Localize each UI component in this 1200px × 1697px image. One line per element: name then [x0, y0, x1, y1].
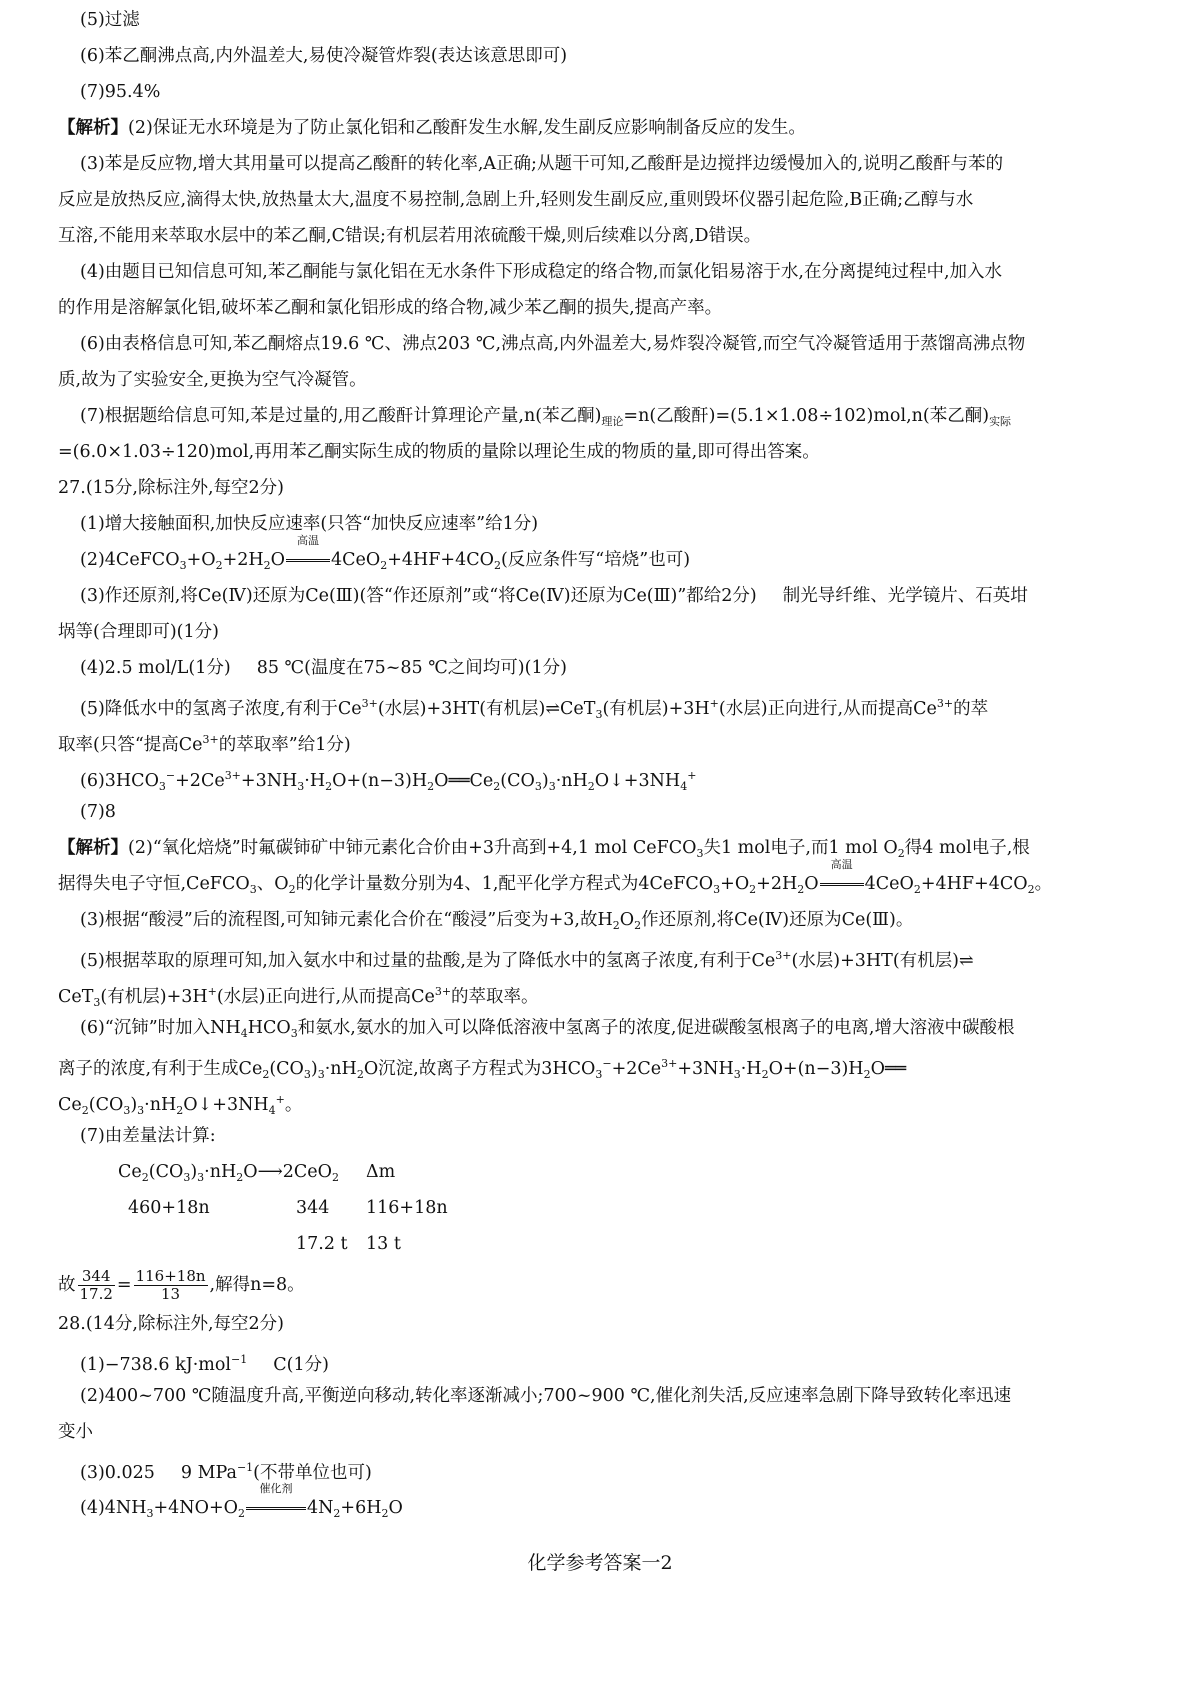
analysis-27-2-line2: 据得失电子守恒,CeFCO$_3$、$O_2$的化学计量数分别为4、1,配平化学方程式为$4CeFCO_3+O_2+2H_2O$ 高温 $4CeO_2+4HF+4CO_2$。	[58, 858, 1053, 896]
analysis-27-2-line1: 【解析】(2)“氧化焙烧”时氟碳铈矿中铈元素化合价由+3升高到+4,1 mol CeFCO$_3$失1 mol电子,而1 mol $O_2$得4 mol电子,根	[58, 838, 1030, 860]
analysis-26-2: 【解析】(2)保证无水环境是为了防止氯化铝和乙酸酐发生水解,发生副反应影响制备反应的发生。	[58, 118, 806, 138]
answer-27-3-line1: (3)作还原剂,将Ce(Ⅳ)还原为Ce(Ⅲ)(答“作还原剂”或“将Ce(Ⅳ)还原为Ce(Ⅲ)”都给2分) 制光导纤维、光学镜片、石英坩	[80, 586, 1028, 606]
question-28-heading: 28.(14分,除标注外,每空2分)	[58, 1314, 285, 1334]
analysis-27-7-heading: (7)由差量法计算:	[80, 1126, 216, 1146]
fraction-right: $\frac{116+18n}{13}$	[135, 1267, 206, 1303]
answer-27-7: (7)8	[80, 802, 116, 822]
fraction-left: $\frac{344}{17.2}$	[79, 1267, 113, 1303]
answer-28-4-equation: $(4)4NH_3+4NO+O_2$ 催化剂 $4N_2+6H_2O$	[80, 1482, 403, 1520]
analysis-26-7-line1: (7)根据题给信息可知,苯是过量的,用乙酸酐计算理论产量,n(苯乙酮)$_{理论}=n$(乙酸酐)=(5.1×1.08÷102)mol,n(苯乙酮)$_{实际}$	[80, 406, 1012, 428]
answer-27-3-line2: 埚等(合理即可)(1分)	[58, 622, 219, 642]
answer-27-6-equation: $(6)3HCO_3^-+2Ce^{3+}+3NH_3\cdot H_2O+(n-3)H_2O══Ce_2(CO_3)_3\cdot nH_2O↓+3NH_4^+$	[80, 769, 697, 793]
analysis-tag: 【解析】	[58, 118, 128, 138]
analysis-27-6-line3: $Ce_2(CO_3)_3\cdot nH_2O↓+3NH_4^+$。	[58, 1093, 303, 1117]
question-27-heading: 27.(15分,除标注外,每空2分)	[58, 478, 285, 498]
actual-mass-difference: 13 t	[366, 1234, 401, 1254]
answer-27-5-line2: 取率(只答“提高$Ce^{3+}$的萃取率”给1分)	[58, 733, 351, 755]
answer-28-2-line2: 变小	[58, 1422, 93, 1442]
answer-27-2-equation: $(2)4CeFCO_3+O_2+2H_2O$ 高温 $4CeO_2+4HF+4CO_2$(反应条件写“培烧”也可)	[80, 534, 691, 572]
analysis-26-3-line3: 互溶,不能用来萃取水层中的苯乙酮,C错误;有机层若用浓硫酸干燥,则后续难以分离,D错误。	[58, 226, 762, 246]
answer-6: (6)苯乙酮沸点高,内外温差大,易使冷凝管炸裂(表达该意思即可)	[80, 46, 568, 66]
analysis-26-4-line2: 的作用是溶解氯化铝,破坏苯乙酮和氯化铝形成的络合物,减少苯乙酮的损失,提高产率。	[58, 298, 723, 318]
analysis-26-3-line2: 反应是放热反应,滴得太快,放热量太大,温度不易控制,急剧上升,轻则发生副反应,重则毁坏仪器引起危险,B正确;乙醇与水	[58, 190, 974, 210]
answer-27-4: (4)2.5 mol/L(1分) 85 ℃(温度在75~85 ℃之间均可)(1分)	[80, 658, 567, 678]
analysis-27-6-line1: (6)“沉铈”时加入$NH_4HCO_3$和氨水,氨水的加入可以降低溶液中氢离子的浓度,促进碳酸氢根离子的电离,增大溶液中碳酸根	[80, 1018, 1015, 1040]
delta-m-header: Δm	[366, 1162, 396, 1182]
analysis-27-5-line1: (5)根据萃取的原理可知,加入氨水中和过量的盐酸,是为了降低水中的氢离子浓度,有利于$Ce^{3+}$(水层)+3HT(有机层)⇌	[80, 949, 974, 971]
molar-mass-difference: 116+18n	[366, 1198, 448, 1218]
difference-method-reaction: $Ce_2(CO_3)_3\cdot nH_2O⟶2CeO_2$	[118, 1162, 339, 1184]
analysis-27-5-line2: CeT$_3$(有机层)+3H+(水层)正向进行,从而提高$Ce^{3+}$的萃取率。	[58, 985, 539, 1009]
reaction-condition-arrow: 高温	[820, 872, 864, 896]
reaction-condition-arrow: 催化剂	[246, 1496, 306, 1520]
analysis-26-3-line1: (3)苯是反应物,增大其用量可以提高乙酸酐的转化率,A正确;从题干可知,乙酸酐是边搅拌边缓慢加入的,说明乙酸酐与苯的	[80, 154, 1004, 174]
answer-27-5-line1: (5)降低水中的氢离子浓度,有利于$Ce^{3+}$(水层)+3HT(有机层)⇌CeT$_3$(有机层)+3H+(水层)正向进行,从而提高$Ce^{3+}$的萃	[80, 697, 989, 721]
page-footer: 化学参考答案一2	[527, 1552, 673, 1574]
answer-5: (5)过滤	[80, 10, 140, 30]
molar-mass-product: 344	[296, 1198, 330, 1218]
analysis-26-6-line2: 质,故为了实验安全,更换为空气冷凝管。	[58, 370, 367, 390]
analysis-26-7-line2: =(6.0×1.03÷120)mol,再用苯乙酮实际生成的物质的量除以理论生成的物质的量,即可得出答案。	[58, 442, 820, 462]
molar-mass-reactant: 460+18n	[128, 1198, 210, 1218]
actual-mass-product: 17.2 t	[296, 1234, 348, 1254]
analysis-tag: 【解析】	[58, 838, 128, 858]
analysis-27-3: (3)根据“酸浸”后的流程图,可知铈元素化合价在“酸浸”后变为+3,故$H_2O_2$作还原剂,将Ce(Ⅳ)还原为Ce(Ⅲ)。	[80, 910, 914, 932]
analysis-27-6-line2: 离子的浓度,有利于生成$Ce_2(CO_3)_3\cdot nH_2O$沉淀,故离子方程式为$3HCO_3^-+2Ce^{3+}+3NH_3\cdot H_2O+(n-3)H_2O══$	[58, 1057, 906, 1081]
answer-7: (7)95.4%	[80, 82, 161, 102]
analysis-26-4-line1: (4)由题目已知信息可知,苯乙酮能与氯化铝在无水条件下形成稳定的络合物,而氯化铝易溶于水,在分离提纯过程中,加入水	[80, 262, 1003, 282]
answer-28-2-line1: (2)400~700 ℃随温度升高,平衡逆向移动,转化率逐渐减小;700~900 ℃,催化剂失活,反应速率急剧下降导致转化率迅速	[80, 1386, 1012, 1406]
answer-27-1: (1)增大接触面积,加快反应速率(只答“加快反应速率”给1分)	[80, 514, 539, 534]
proportion-equation: 故 $\frac{344}{17.2}$ = $\frac{116+18n}{13}$ ,解得n=8。	[58, 1267, 305, 1303]
analysis-26-6-line1: (6)由表格信息可知,苯乙酮熔点19.6 ℃、沸点203 ℃,沸点高,内外温差大,易炸裂冷凝管,而空气冷凝管适用于蒸馏高沸点物	[80, 334, 1026, 354]
reaction-condition-arrow: 高温	[286, 548, 330, 572]
answer-28-1: (1)−738.6 kJ·mol$^{-1}$ C(1分)	[80, 1353, 329, 1375]
answer-28-3: (3)0.025 9 MPa$^{-1}$(不带单位也可)	[80, 1461, 372, 1483]
